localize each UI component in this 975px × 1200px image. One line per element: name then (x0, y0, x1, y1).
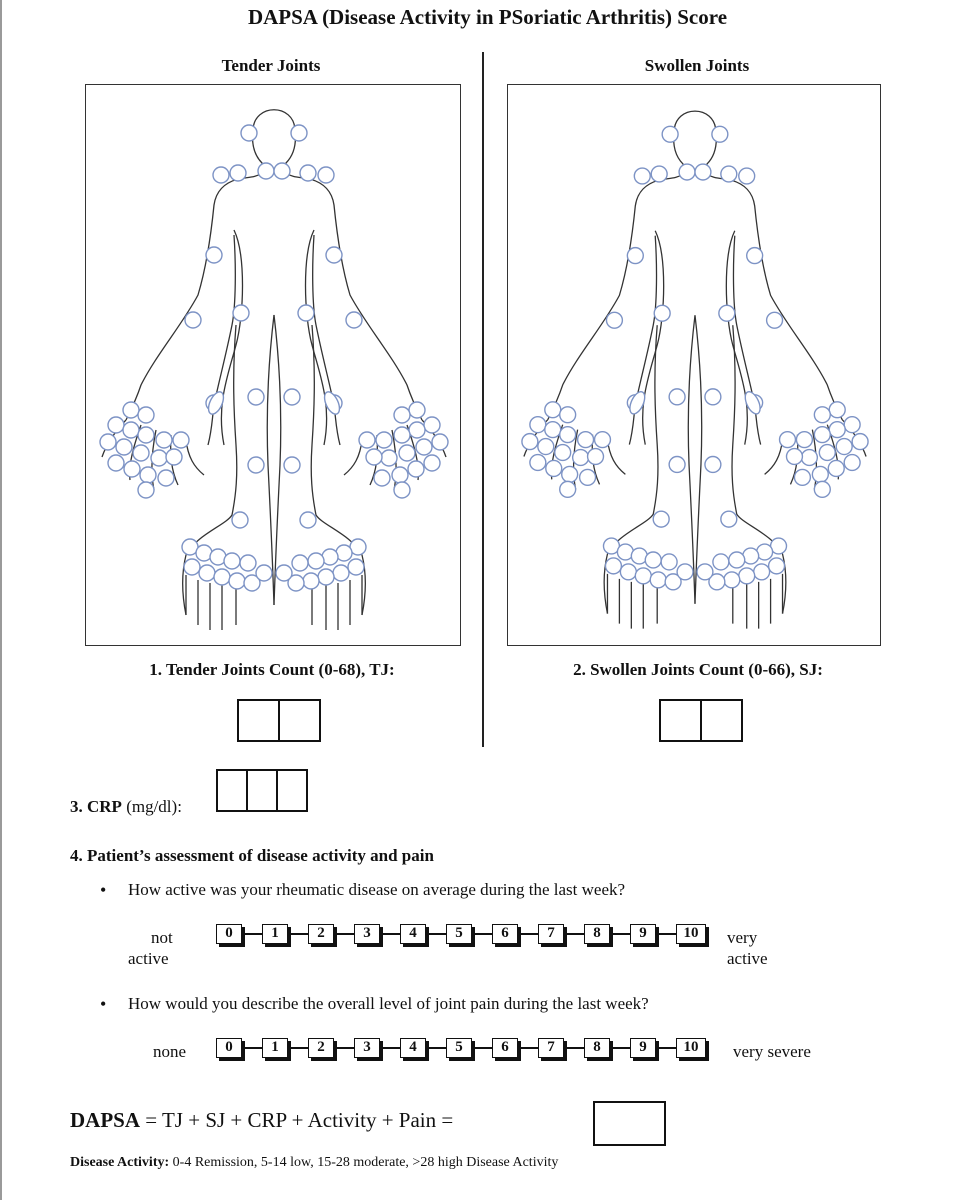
joint-circle (394, 482, 410, 498)
joint-circle (812, 466, 828, 482)
body-outline-path (733, 574, 783, 629)
joint-circle (721, 166, 737, 182)
pain-question: How would you describe the overall level of joint pain during the last week? (128, 994, 649, 1013)
joint-circle (424, 417, 440, 433)
joint-circle (318, 569, 334, 585)
joint-circle (705, 389, 721, 405)
scale-connector (242, 1047, 262, 1049)
joint-circle (796, 432, 812, 448)
crp-digit-2[interactable] (246, 769, 278, 812)
joint-circle (560, 481, 576, 497)
swollen-body-figure (508, 85, 880, 645)
swollen-count-label: 2. Swollen Joints Count (0-66), SJ: (573, 660, 823, 679)
joint-circle (184, 559, 200, 575)
crp-digit-1[interactable] (216, 769, 248, 812)
swollen-count-digit-1[interactable] (659, 699, 702, 742)
joint-circle (852, 434, 868, 450)
joint-circle (199, 565, 215, 581)
body-outline-path (643, 231, 664, 445)
joint-circle (844, 417, 860, 433)
q1-scale-option-4[interactable]: 4 (400, 924, 426, 944)
joint-circle (669, 457, 685, 473)
joint-circle (669, 389, 685, 405)
body-outline-path (267, 315, 274, 605)
body-outline-path (695, 315, 702, 603)
q1-scale-option-0[interactable]: 0 (216, 924, 242, 944)
q2-scale-option-2[interactable]: 2 (308, 1038, 334, 1058)
joint-circle (654, 305, 670, 321)
joint-circle (123, 402, 139, 418)
joint-circle (705, 457, 721, 473)
joint-circle (560, 427, 576, 443)
q1-scale-option-9[interactable]: 9 (630, 924, 656, 944)
joint-circle (348, 559, 364, 575)
joint-circle (241, 125, 257, 141)
body-outline-path (688, 315, 695, 603)
joint-circle (256, 565, 272, 581)
joint-circle (138, 482, 154, 498)
joint-circle (645, 552, 661, 568)
joint-markers (522, 126, 868, 590)
scale-connector (426, 1047, 446, 1049)
joint-circle (729, 552, 745, 568)
q1-scale-option-3[interactable]: 3 (354, 924, 380, 944)
joint-circle (555, 445, 571, 461)
body-outline-path (548, 180, 659, 420)
q2-scale-option-3[interactable]: 3 (354, 1038, 380, 1058)
swollen-joints-diagram (507, 84, 881, 646)
body-outline-path (126, 179, 238, 420)
joint-circle (185, 312, 201, 328)
joint-circle (158, 470, 174, 486)
scale-connector (518, 933, 538, 935)
crp-label-unit: (mg/dl): (121, 797, 182, 816)
scale-connector (334, 933, 354, 935)
joint-circle (697, 564, 713, 580)
q2-scale-option-5[interactable]: 5 (446, 1038, 472, 1058)
joint-circle (140, 467, 156, 483)
joint-circle (787, 449, 803, 465)
scale-connector (564, 933, 584, 935)
joint-circle (230, 165, 246, 181)
joint-circle (819, 445, 835, 461)
joint-circle (409, 422, 425, 438)
scale-connector (610, 1047, 630, 1049)
bullet-q2: • (100, 994, 107, 1014)
q1-scale-option-10[interactable]: 10 (676, 924, 706, 944)
joint-circle (432, 434, 448, 450)
activity-scale[interactable] (216, 924, 706, 944)
crp-boxes[interactable] (216, 769, 308, 812)
joint-circle (562, 466, 578, 482)
tender-body-figure (86, 85, 460, 645)
dapsa-formula-expression: = TJ + SJ + CRP + Activity + Pain = (140, 1108, 454, 1132)
joint-circle (156, 432, 172, 448)
joint-circle (300, 512, 316, 528)
q2-scale-option-4[interactable]: 4 (400, 1038, 426, 1058)
scale-connector (656, 933, 676, 935)
joint-circle (747, 248, 763, 264)
joint-circle (408, 461, 424, 477)
body-outline-path (310, 179, 422, 420)
tender-count-label: 1. Tender Joints Count (0-68), TJ: (149, 660, 395, 679)
q1-scale-option-1[interactable]: 1 (262, 924, 288, 944)
q1-scale-option-2[interactable]: 2 (308, 924, 334, 944)
activity-right-label-1: very (727, 928, 758, 947)
joint-circle (560, 407, 576, 423)
joint-circle (100, 434, 116, 450)
legend-label: Disease Activity: (70, 1155, 170, 1170)
crp-label-bold: 3. CRP (70, 797, 122, 816)
joint-circle (695, 164, 711, 180)
joint-circle (679, 164, 695, 180)
joint-circle (376, 432, 392, 448)
joint-circle (151, 450, 167, 466)
swollen-count-boxes[interactable] (659, 699, 743, 742)
joint-circle (366, 449, 382, 465)
body-outline-path (607, 574, 657, 629)
pain-left-label: none (153, 1042, 187, 1061)
joint-circle (767, 312, 783, 328)
crp-digit-3[interactable] (276, 769, 308, 812)
joint-circle (394, 427, 410, 443)
joint-circle (108, 417, 124, 433)
joint-circle (780, 432, 796, 448)
joint-circle (298, 305, 314, 321)
body-outline-path (274, 315, 281, 605)
dapsa-formula (70, 1108, 453, 1133)
joint-circle (303, 573, 319, 589)
body-outline-path (312, 575, 362, 630)
joint-circle (274, 163, 290, 179)
joint-circle (381, 450, 397, 466)
joint-circle (627, 248, 643, 264)
joint-circle (399, 445, 415, 461)
joint-circle (578, 432, 594, 448)
q1-scale-option-6[interactable]: 6 (492, 924, 518, 944)
joint-circle (635, 568, 651, 584)
joint-circle (721, 511, 737, 527)
dapsa-formula-name: DAPSA (70, 1108, 141, 1132)
body-outline-path (726, 231, 747, 445)
joint-circle (229, 573, 245, 589)
joint-circle (634, 168, 650, 184)
joint-circle (677, 564, 693, 580)
joint-circle (213, 167, 229, 183)
joint-circle (138, 427, 154, 443)
scale-connector (242, 933, 262, 935)
joint-circle (724, 572, 740, 588)
joint-circle (318, 167, 334, 183)
bullet-q1: • (100, 880, 107, 900)
joint-circle (248, 457, 264, 473)
joint-circle (814, 481, 830, 497)
joint-circle (248, 389, 264, 405)
scale-connector (380, 933, 400, 935)
joint-circle (166, 449, 182, 465)
joint-circle (232, 512, 248, 528)
q1-scale-option-8[interactable]: 8 (584, 924, 610, 944)
scale-connector (334, 1047, 354, 1049)
joint-circle (214, 569, 230, 585)
joint-circle (538, 439, 554, 455)
joint-circle (123, 422, 139, 438)
scale-connector (380, 1047, 400, 1049)
joint-circle (374, 470, 390, 486)
scale-connector (564, 1047, 584, 1049)
joint-circle (258, 163, 274, 179)
joint-circle (291, 125, 307, 141)
joint-circle (662, 126, 678, 142)
joint-circle (844, 455, 860, 471)
q1-scale-option-7[interactable]: 7 (538, 924, 564, 944)
q2-scale-option-10[interactable]: 10 (676, 1038, 706, 1058)
q2-scale-option-8[interactable]: 8 (584, 1038, 610, 1058)
joint-circle (133, 445, 149, 461)
tender-count-boxes[interactable] (237, 699, 321, 742)
joint-circle (276, 565, 292, 581)
joint-circle (224, 553, 240, 569)
joint-circle (712, 126, 728, 142)
joint-circle (595, 432, 611, 448)
scale-connector (656, 1047, 676, 1049)
joint-circle (138, 407, 154, 423)
joint-circle (522, 434, 538, 450)
joint-circle (359, 432, 375, 448)
joint-circle (545, 422, 561, 438)
joint-circle (814, 407, 830, 423)
body-outline-path (306, 230, 327, 445)
joint-circle (829, 402, 845, 418)
assessment-heading: 4. Patient’s assessment of disease activity and pain (70, 846, 434, 865)
joint-circle (530, 417, 546, 433)
joint-circle (124, 461, 140, 477)
joint-circle (346, 312, 362, 328)
joint-circle (754, 564, 770, 580)
page-edge (0, 0, 2, 1200)
joint-circle (108, 455, 124, 471)
joint-circle (530, 455, 546, 471)
scale-connector (288, 933, 308, 935)
q2-scale-option-9[interactable]: 9 (630, 1038, 656, 1058)
joint-circle (416, 439, 432, 455)
legend-text: 0-4 Remission, 5-14 low, 15-28 moderate, >28 high Disease Activity (169, 1155, 559, 1170)
joint-circle (292, 555, 308, 571)
joint-circle (588, 449, 604, 465)
joint-circle (606, 312, 622, 328)
body-outline-path (731, 180, 842, 420)
q2-scale-option-0[interactable]: 0 (216, 1038, 242, 1058)
q2-scale-option-6[interactable]: 6 (492, 1038, 518, 1058)
joint-circle (116, 439, 132, 455)
dapsa-result-box[interactable] (593, 1101, 666, 1146)
joint-circle (394, 407, 410, 423)
page-title: DAPSA (Disease Activity in PSoriatic Arthritis) Score (247, 5, 728, 29)
joint-circle (719, 305, 735, 321)
activity-right-label-2: active (727, 949, 768, 968)
swollen-count-digit-2[interactable] (700, 699, 743, 742)
q1-scale-option-5[interactable]: 5 (446, 924, 472, 944)
scale-connector (472, 1047, 492, 1049)
tender-count-digit-1[interactable] (237, 699, 280, 742)
body-outline-path (186, 575, 236, 630)
joint-circle (326, 247, 342, 263)
joint-circle (661, 554, 677, 570)
joint-circle (814, 427, 830, 443)
joint-circle (653, 511, 669, 527)
activity-left-label-2: active (128, 949, 169, 968)
joint-circle (409, 402, 425, 418)
scale-connector (472, 933, 492, 935)
joint-circle (769, 558, 785, 574)
scale-connector (288, 1047, 308, 1049)
joint-markers (100, 125, 448, 591)
activity-question: How active was your rheumatic disease on average during the last week? (128, 880, 626, 899)
tender-joints-diagram (85, 84, 461, 646)
joint-circle (173, 432, 189, 448)
joint-circle (545, 402, 561, 418)
column-divider (482, 52, 484, 747)
pain-right-label: very severe (733, 1042, 811, 1061)
joint-circle (739, 568, 755, 584)
joint-circle (829, 422, 845, 438)
joint-circle (308, 553, 324, 569)
joint-circle (546, 460, 562, 476)
joint-circle (836, 439, 852, 455)
scale-connector (518, 1047, 538, 1049)
joint-circle (651, 166, 667, 182)
disease-activity-legend (70, 1155, 558, 1171)
joint-circle (300, 165, 316, 181)
swollen-joints-heading: Swollen Joints (644, 56, 750, 75)
scale-connector (426, 933, 446, 935)
joint-circle (284, 389, 300, 405)
q2-scale-option-1[interactable]: 1 (262, 1038, 288, 1058)
joint-circle (392, 467, 408, 483)
scale-connector (610, 933, 630, 935)
joint-circle (284, 457, 300, 473)
joint-circle (206, 247, 222, 263)
body-outline (524, 111, 866, 628)
joint-circle (739, 168, 755, 184)
joint-circle (573, 450, 589, 466)
joint-circle (240, 555, 256, 571)
joint-circle (713, 554, 729, 570)
joint-circle (801, 450, 817, 466)
tender-count-digit-2[interactable] (278, 699, 321, 742)
joint-circle (580, 469, 596, 485)
tender-joints-heading: Tender Joints (221, 56, 321, 75)
joint-circle (424, 455, 440, 471)
body-outline (102, 110, 446, 630)
crp-label (70, 797, 182, 817)
joint-circle (828, 460, 844, 476)
joint-circle (233, 305, 249, 321)
q2-scale-option-7[interactable]: 7 (538, 1038, 564, 1058)
joint-circle (605, 558, 621, 574)
body-outline-path (221, 230, 242, 445)
pain-scale[interactable] (216, 1038, 706, 1058)
joint-circle (620, 564, 636, 580)
joint-circle (794, 469, 810, 485)
joint-circle (333, 565, 349, 581)
activity-left-label-1: not (151, 928, 173, 947)
joint-circle (650, 572, 666, 588)
